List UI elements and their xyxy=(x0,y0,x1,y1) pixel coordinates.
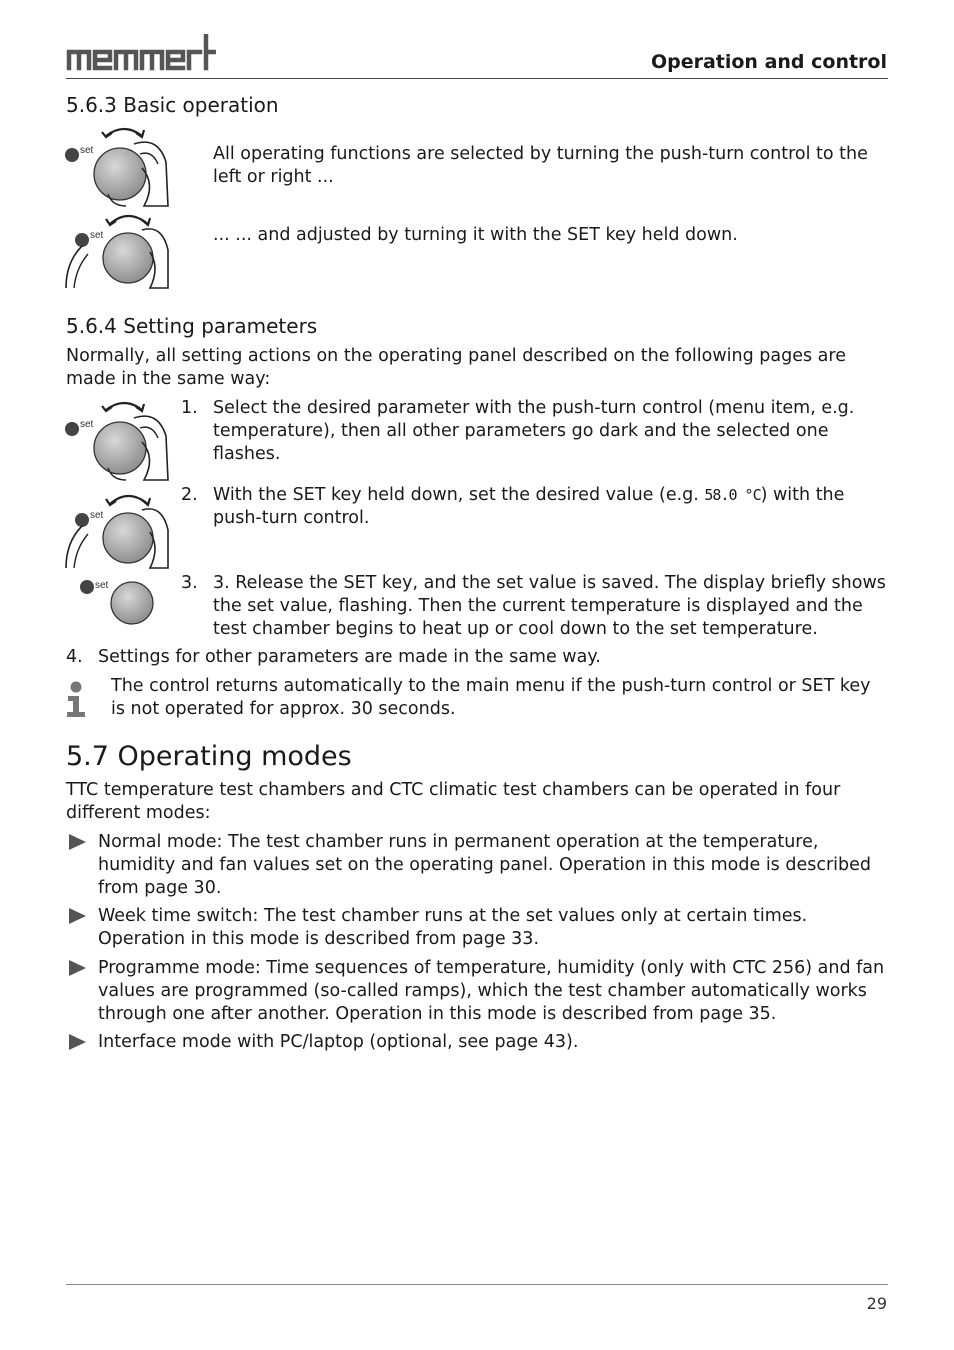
bullet-arrow-icon xyxy=(69,960,86,976)
setting-step-3: 3. Release the SET key, and the set value is saved. The display briefly shows the set value, flashing. Then the current temperature is displayed and the test chamber begins to heat up or cool down to the set temperature. xyxy=(213,573,886,639)
bullet-arrow-icon xyxy=(69,834,86,850)
basic-operation-step-1: All operating functions are selected by turning the push-turn control to the left or right ... xyxy=(213,144,868,187)
list-item-number: 3. xyxy=(181,573,198,593)
basic-operation-step-2: ... ... and adjusted by turning it with the SET key held down. xyxy=(213,225,738,245)
list-item-number: 2. xyxy=(181,485,198,505)
list-item-number: 1. xyxy=(181,398,198,418)
set-key-released-icon xyxy=(62,574,170,630)
set-key-label: set xyxy=(90,230,104,241)
section-heading-setting-parameters: 5.6.4 Setting parameters xyxy=(66,314,318,338)
push-turn-control-with-set-key-icon xyxy=(62,210,170,290)
bullet-arrow-icon xyxy=(69,1034,86,1050)
section-heading-basic-operation: 5.6.3 Basic operation xyxy=(66,93,279,117)
push-turn-control-icon xyxy=(62,124,170,208)
setting-step-2-text-end: ) with the push-turn control. xyxy=(213,485,845,528)
set-key-label: set xyxy=(95,580,109,591)
push-turn-control-icon xyxy=(62,398,170,482)
bullet-arrow-icon xyxy=(69,908,86,924)
setting-parameters-intro: Normally, all setting actions on the operating panel described on the following pages are made in the same way: xyxy=(66,346,846,389)
memmert-logo xyxy=(66,34,216,72)
set-key-label: set xyxy=(90,510,104,521)
mode-bullet-normal: Normal mode: The test chamber runs in permanent operation at the temperature, humidity and fan values set on the operating panel. Operation in this mode is described from page 30. xyxy=(98,832,872,898)
list-item-number: 4. xyxy=(66,647,83,667)
setting-step-4: Settings for other parameters are made in the same way. xyxy=(98,647,601,667)
set-key-label: set xyxy=(80,145,94,156)
mode-bullet-programme: Programme mode: Time sequences of temperature, humidity (only with CTC 256) and fan values are programmed (so-called ramps), which the test chamber automatically works through one after another. Operation in this mode is described from page 35. xyxy=(98,958,885,1024)
setting-step-2-text: With the SET key held down, set the desired value (e.g. xyxy=(213,485,705,505)
set-key-label: set xyxy=(80,419,94,430)
lcd-display-value: 58.0 °C xyxy=(704,486,761,504)
operating-modes-intro: TTC temperature test chambers and CTC climatic test chambers can be operated in four different modes: xyxy=(66,780,841,823)
header-divider xyxy=(66,78,888,79)
info-icon xyxy=(64,681,88,719)
header-title: Operation and control xyxy=(650,51,887,73)
setting-step-1: Select the desired parameter with the push-turn control (menu item, e.g. temperature), then all other parameters go dark and the selected one flashes. xyxy=(213,398,855,464)
info-note: The control returns automatically to the main menu if the push-turn control or SET key is not operated for approx. 30 seconds. xyxy=(111,676,871,719)
footer-divider xyxy=(66,1284,888,1285)
mode-bullet-interface: Interface mode with PC/laptop (optional, see page 43). xyxy=(98,1032,579,1052)
section-heading-operating-modes: 5.7 Operating modes xyxy=(66,741,352,772)
page-number: 29 xyxy=(866,1294,887,1313)
mode-bullet-week-timer: Week time switch: The test chamber runs at the set values only at certain times. Operation in this mode is described from page 33. xyxy=(98,906,808,949)
setting-step-2 xyxy=(213,484,889,530)
push-turn-control-with-set-key-icon xyxy=(62,490,170,570)
